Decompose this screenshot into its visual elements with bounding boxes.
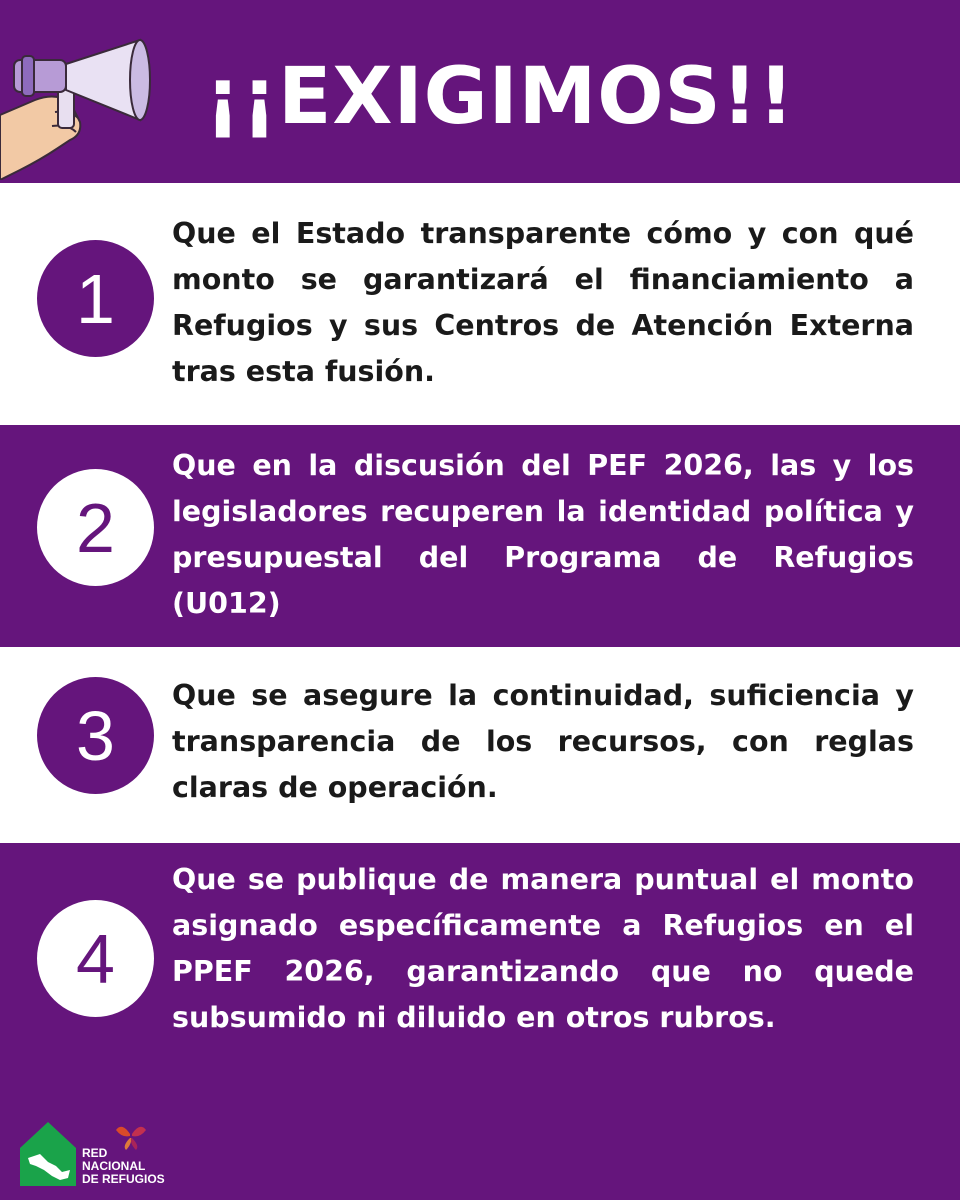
demand-text: Que se publique de manera puntual el monto asignado específicamente a Refugios en el PPEF 2026, garantizando que no quede subsumido ni diluido en otros rubros.	[172, 863, 914, 1034]
number-badge: 3	[37, 677, 154, 794]
number-badge: 2	[37, 469, 154, 586]
megaphone-icon	[0, 30, 190, 180]
demand-text: Que en la discusión del PEF 2026, las y los legisladores recuperen la identidad política y presupuestal del Programa de Refugios (U012)	[172, 449, 914, 620]
demand-item-4	[0, 843, 960, 1105]
demand-item-1	[0, 183, 960, 425]
logo-line-3: DE REFUGIOS	[82, 1172, 165, 1186]
demand-item-3	[0, 647, 960, 843]
page-title: ¡¡EXIGIMOS!!	[205, 52, 795, 142]
header-banner	[0, 0, 960, 183]
logo-text	[82, 1147, 165, 1186]
demand-text: Que se asegure la continuidad, suficiencia y transparencia de los recursos, con reglas claras de operación.	[172, 679, 914, 804]
logo-line-1: RED	[82, 1146, 108, 1160]
demand-text: Que el Estado transparente cómo y con qué monto se garantizará el financiamiento a Refugios y sus Centros de Atención Externa tras esta fusión.	[172, 217, 914, 388]
demand-item-2	[0, 425, 960, 647]
number-badge: 4	[37, 900, 154, 1017]
logo-line-2: NACIONAL	[82, 1159, 146, 1173]
number-badge: 1	[37, 240, 154, 357]
